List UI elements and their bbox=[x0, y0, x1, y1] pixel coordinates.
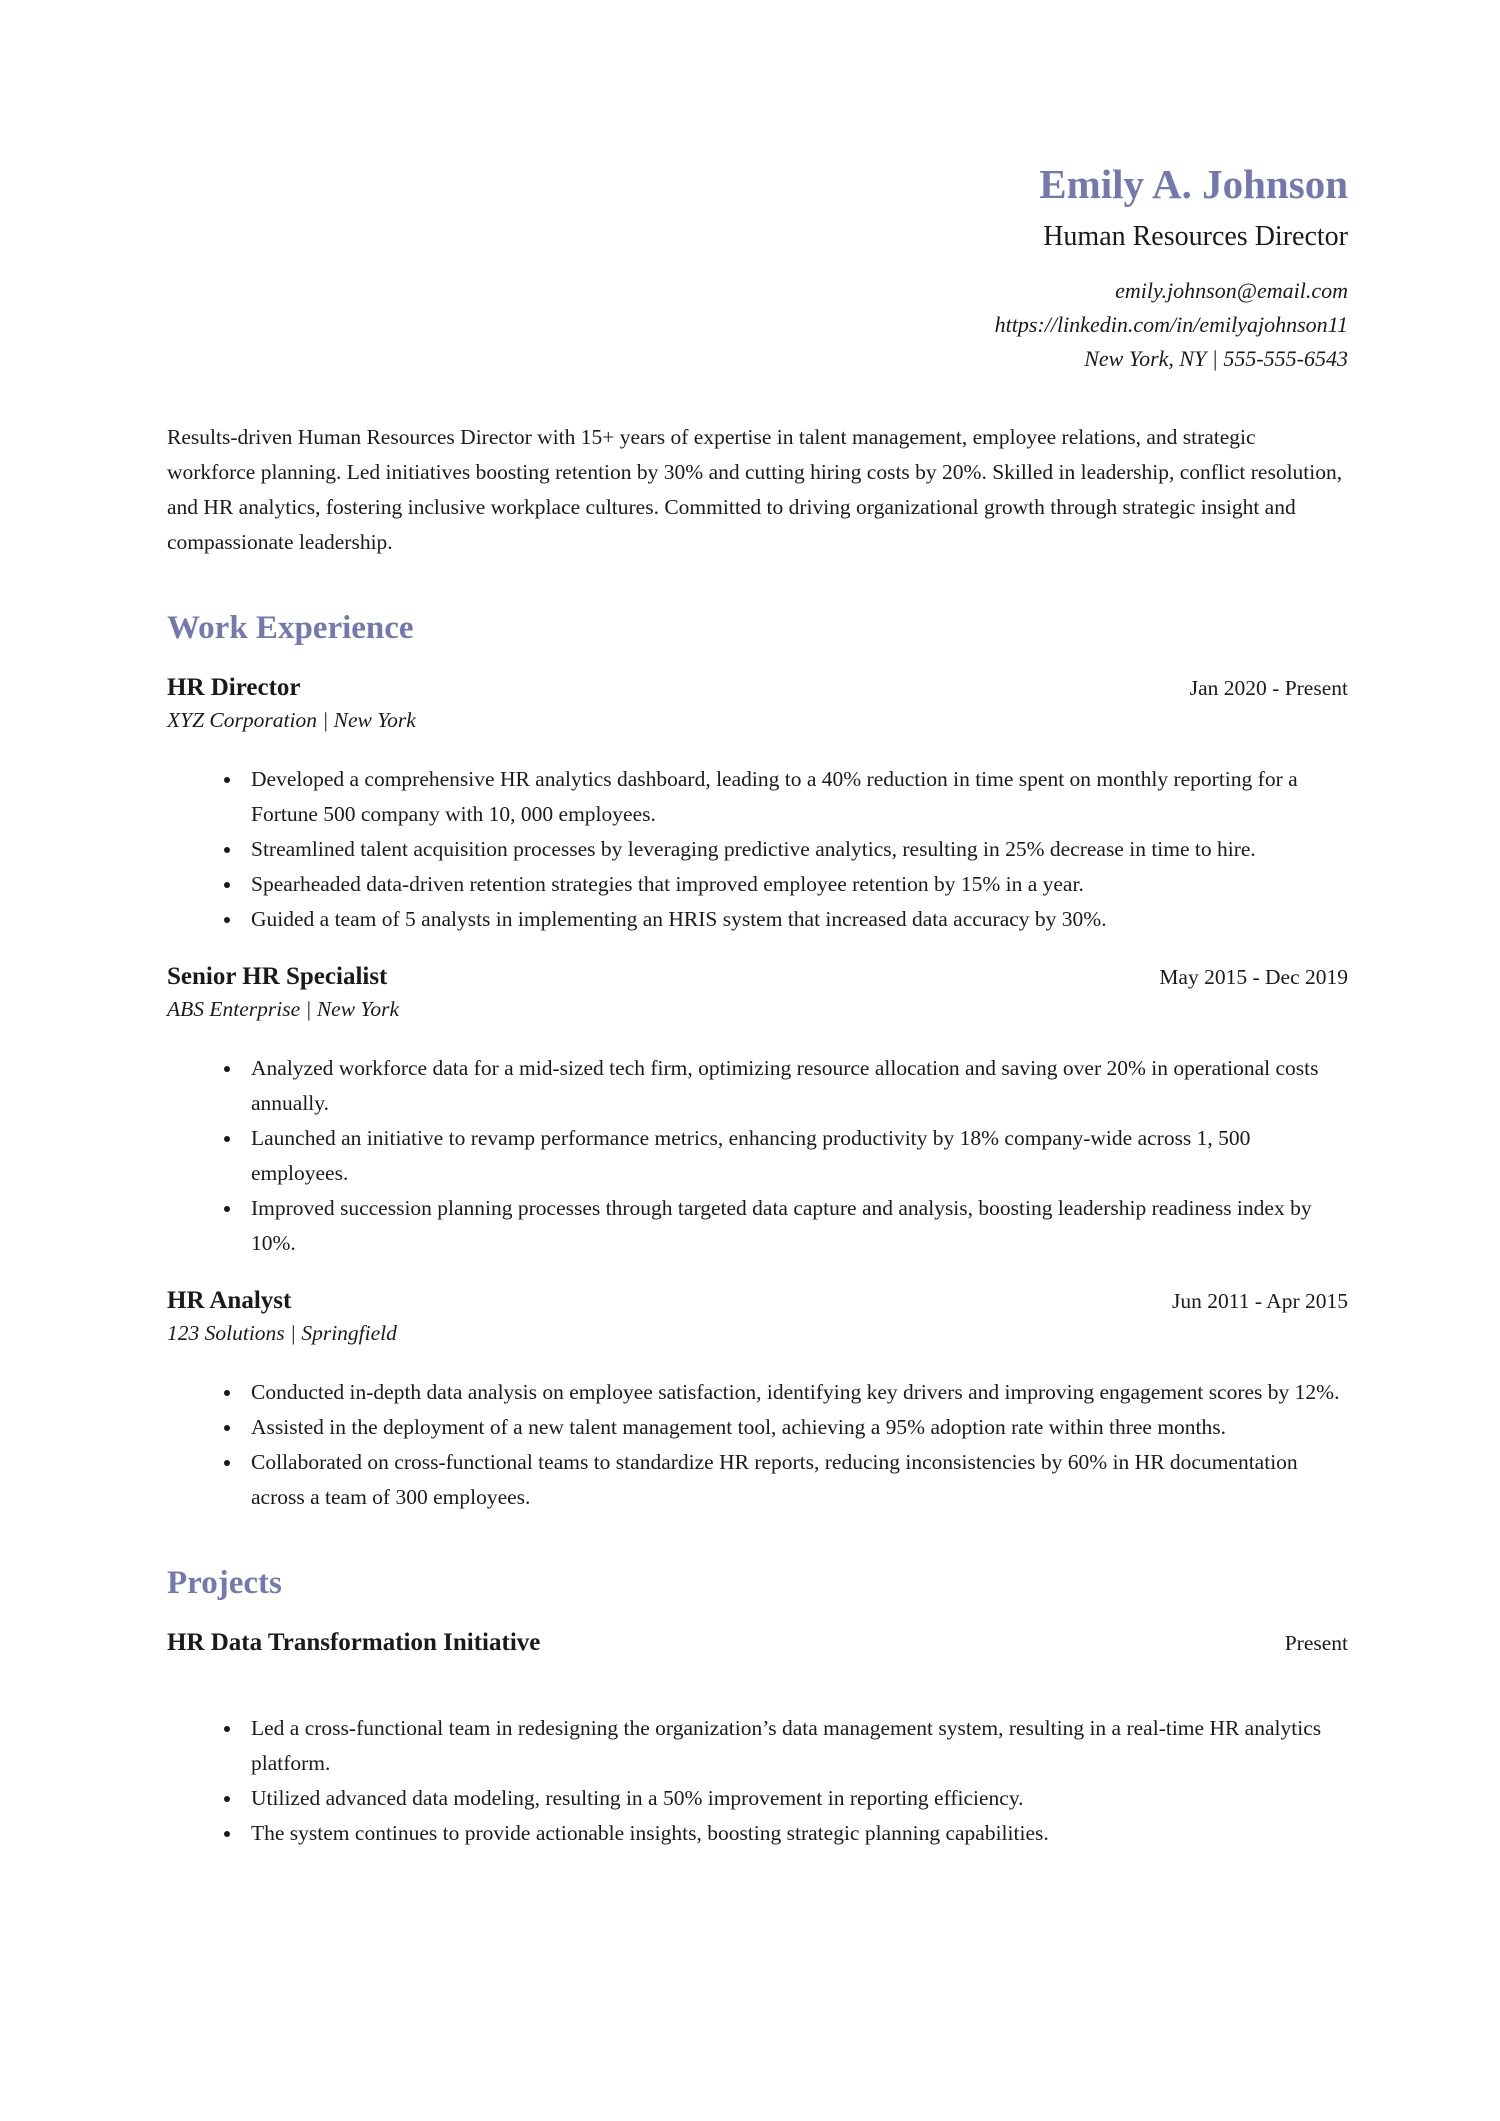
bullet-item: Led a cross-functional team in redesigning the organization’s data management system, resulting in a real-time HR analytics platform. bbox=[251, 1711, 1348, 1781]
bullet-item: Launched an initiative to revamp performance metrics, enhancing productivity by 18% company-wide across 1, 500 employees. bbox=[251, 1121, 1348, 1191]
job-entry bbox=[167, 961, 1348, 1261]
email-link[interactable]: emily.johnson@email.com bbox=[1115, 278, 1348, 303]
project-bullets bbox=[167, 1711, 1348, 1851]
bullet-item: Developed a comprehensive HR analytics dashboard, leading to a 40% reduction in time spent on monthly reporting for a Fortune 500 company with 10, 000 employees. bbox=[251, 762, 1348, 832]
location-phone: New York, NY | 555-555-6543 bbox=[1084, 346, 1348, 371]
project-title: HR Data Transformation Initiative bbox=[167, 1629, 541, 1656]
bullet-item: Guided a team of 5 analysts in implementing an HRIS system that increased data accuracy by 30%. bbox=[251, 902, 1348, 937]
job-date: May 2015 - Dec 2019 bbox=[1159, 965, 1348, 989]
bullet-item: Utilized advanced data modeling, resulting in a 50% improvement in reporting efficiency. bbox=[251, 1781, 1348, 1816]
job-date: Jun 2011 - Apr 2015 bbox=[1172, 1289, 1348, 1313]
bullet-item: The system continues to provide actionable insights, boosting strategic planning capabilities. bbox=[251, 1816, 1348, 1851]
job-title: Senior HR Specialist bbox=[167, 963, 388, 990]
bullet-item: Improved succession planning processes through targeted data capture and analysis, boosting leadership readiness index by 10%. bbox=[251, 1191, 1348, 1261]
project-date: Present bbox=[1284, 1631, 1348, 1655]
job-entry bbox=[167, 1285, 1348, 1515]
bullet-item: Analyzed workforce data for a mid-sized tech firm, optimizing resource allocation and saving over 20% in operational costs annually. bbox=[251, 1051, 1348, 1121]
job-title: HR Director bbox=[167, 674, 301, 701]
summary-paragraph: Results-driven Human Resources Director with 15+ years of expertise in talent management, employee relations, and strategic workforce planning. Led initiatives boosting retention by 30% and cutting hiring costs by 20%. Skilled in leadership, conflict resolution, and HR analytics, fostering inclusive workplace cultures. Committed to driving organizational growth through strategic insight and compassionate leadership. bbox=[167, 425, 1343, 554]
job-title: HR Analyst bbox=[167, 1287, 292, 1314]
work-experience-heading: Work Experience bbox=[167, 610, 414, 646]
job-date: Jan 2020 - Present bbox=[1189, 676, 1348, 700]
linkedin-link[interactable]: https://linkedin.com/in/emilyajohnson11 bbox=[994, 312, 1348, 337]
bullet-item: Conducted in-depth data analysis on employee satisfaction, identifying key drivers and improving engagement scores by 12%. bbox=[251, 1375, 1348, 1410]
bullet-item: Spearheaded data-driven retention strategies that improved employee retention by 15% in a year. bbox=[251, 867, 1348, 902]
contact-info bbox=[167, 274, 1348, 376]
job-organization: XYZ Corporation | New York bbox=[167, 708, 416, 732]
project-entry bbox=[167, 1627, 1348, 1851]
bullet-item: Collaborated on cross-functional teams to standardize HR reports, reducing inconsistencies by 60% in HR documentation across a team of 300 employees. bbox=[251, 1445, 1348, 1515]
candidate-title: Human Resources Director bbox=[1043, 221, 1348, 252]
job-organization: 123 Solutions | Springfield bbox=[167, 1321, 397, 1345]
job-bullets bbox=[167, 1375, 1348, 1515]
job-bullets bbox=[167, 762, 1348, 937]
resume-header bbox=[167, 160, 1348, 376]
candidate-name: Emily A. Johnson bbox=[1039, 161, 1348, 207]
bullet-item: Assisted in the deployment of a new talent management tool, achieving a 95% adoption rate within three months. bbox=[251, 1410, 1348, 1445]
job-entry bbox=[167, 672, 1348, 937]
projects-heading: Projects bbox=[167, 1565, 282, 1601]
job-bullets bbox=[167, 1051, 1348, 1261]
job-organization: ABS Enterprise | New York bbox=[167, 997, 400, 1021]
bullet-item: Streamlined talent acquisition processes by leveraging predictive analytics, resulting in 25% decrease in time to hire. bbox=[251, 832, 1348, 867]
